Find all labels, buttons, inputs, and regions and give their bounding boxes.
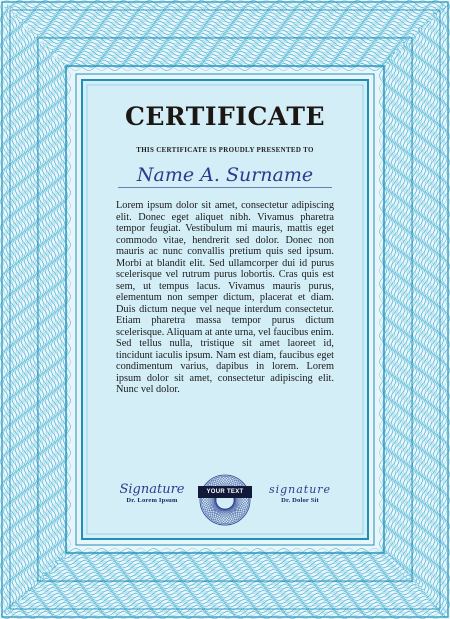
certificate-body: Lorem ipsum dolor sit amet, consectetur adipiscing elit. Donec eget aliquet nibh. Vivamus pharetra tempor feugiat. Vestibulum mi mauris, mattis eget commodo vitae, hendrerit sed dolor. Donec non mauris ac nunc convallis pretium quis sed ipsum. Morbi at blandit elit. Sed ullamcorper dui id purus scelerisque vel rutrum purus lobortis. Cras quis est sem, ut tempus lacus. Vivamus mauris purus, elementum non semper dictum, placerat et diam. Duis dictum neque vel neque interdum consectetur. Etiam pharetra massa tempor purus dictum scelerisque. Aliquam at ante urna, vel faucibus enim. Sed tellus nulla, tristique sit amet laoreet id, tincidunt iaculis ipsum. Nam est diam, faucibus eget condimentum varius, dapibus in lorem. Lorem ipsum dolor sit amet, consectetur adipiscing elit. Nunc vel dolor. [116,200,334,395]
left-signature [112,482,192,504]
name-underline [118,187,332,188]
presented-to-text: THIS CERTIFICATE IS PROUDLY PRESENTED TO [136,146,314,154]
seal-text: YOUR TEXT [198,486,252,498]
seal-icon [199,474,251,526]
left-signature-caption: Dr. Lorem Ipsum [126,497,178,504]
right-signature-caption: Dr. Dolor Sit [281,497,319,504]
certificate-title: CERTIFICATE [124,102,326,131]
right-signature-script: signature [268,483,332,496]
recipient-name: Name A. Surname [136,164,314,186]
right-signature [260,482,340,504]
left-signature-script: Signature [119,482,185,497]
